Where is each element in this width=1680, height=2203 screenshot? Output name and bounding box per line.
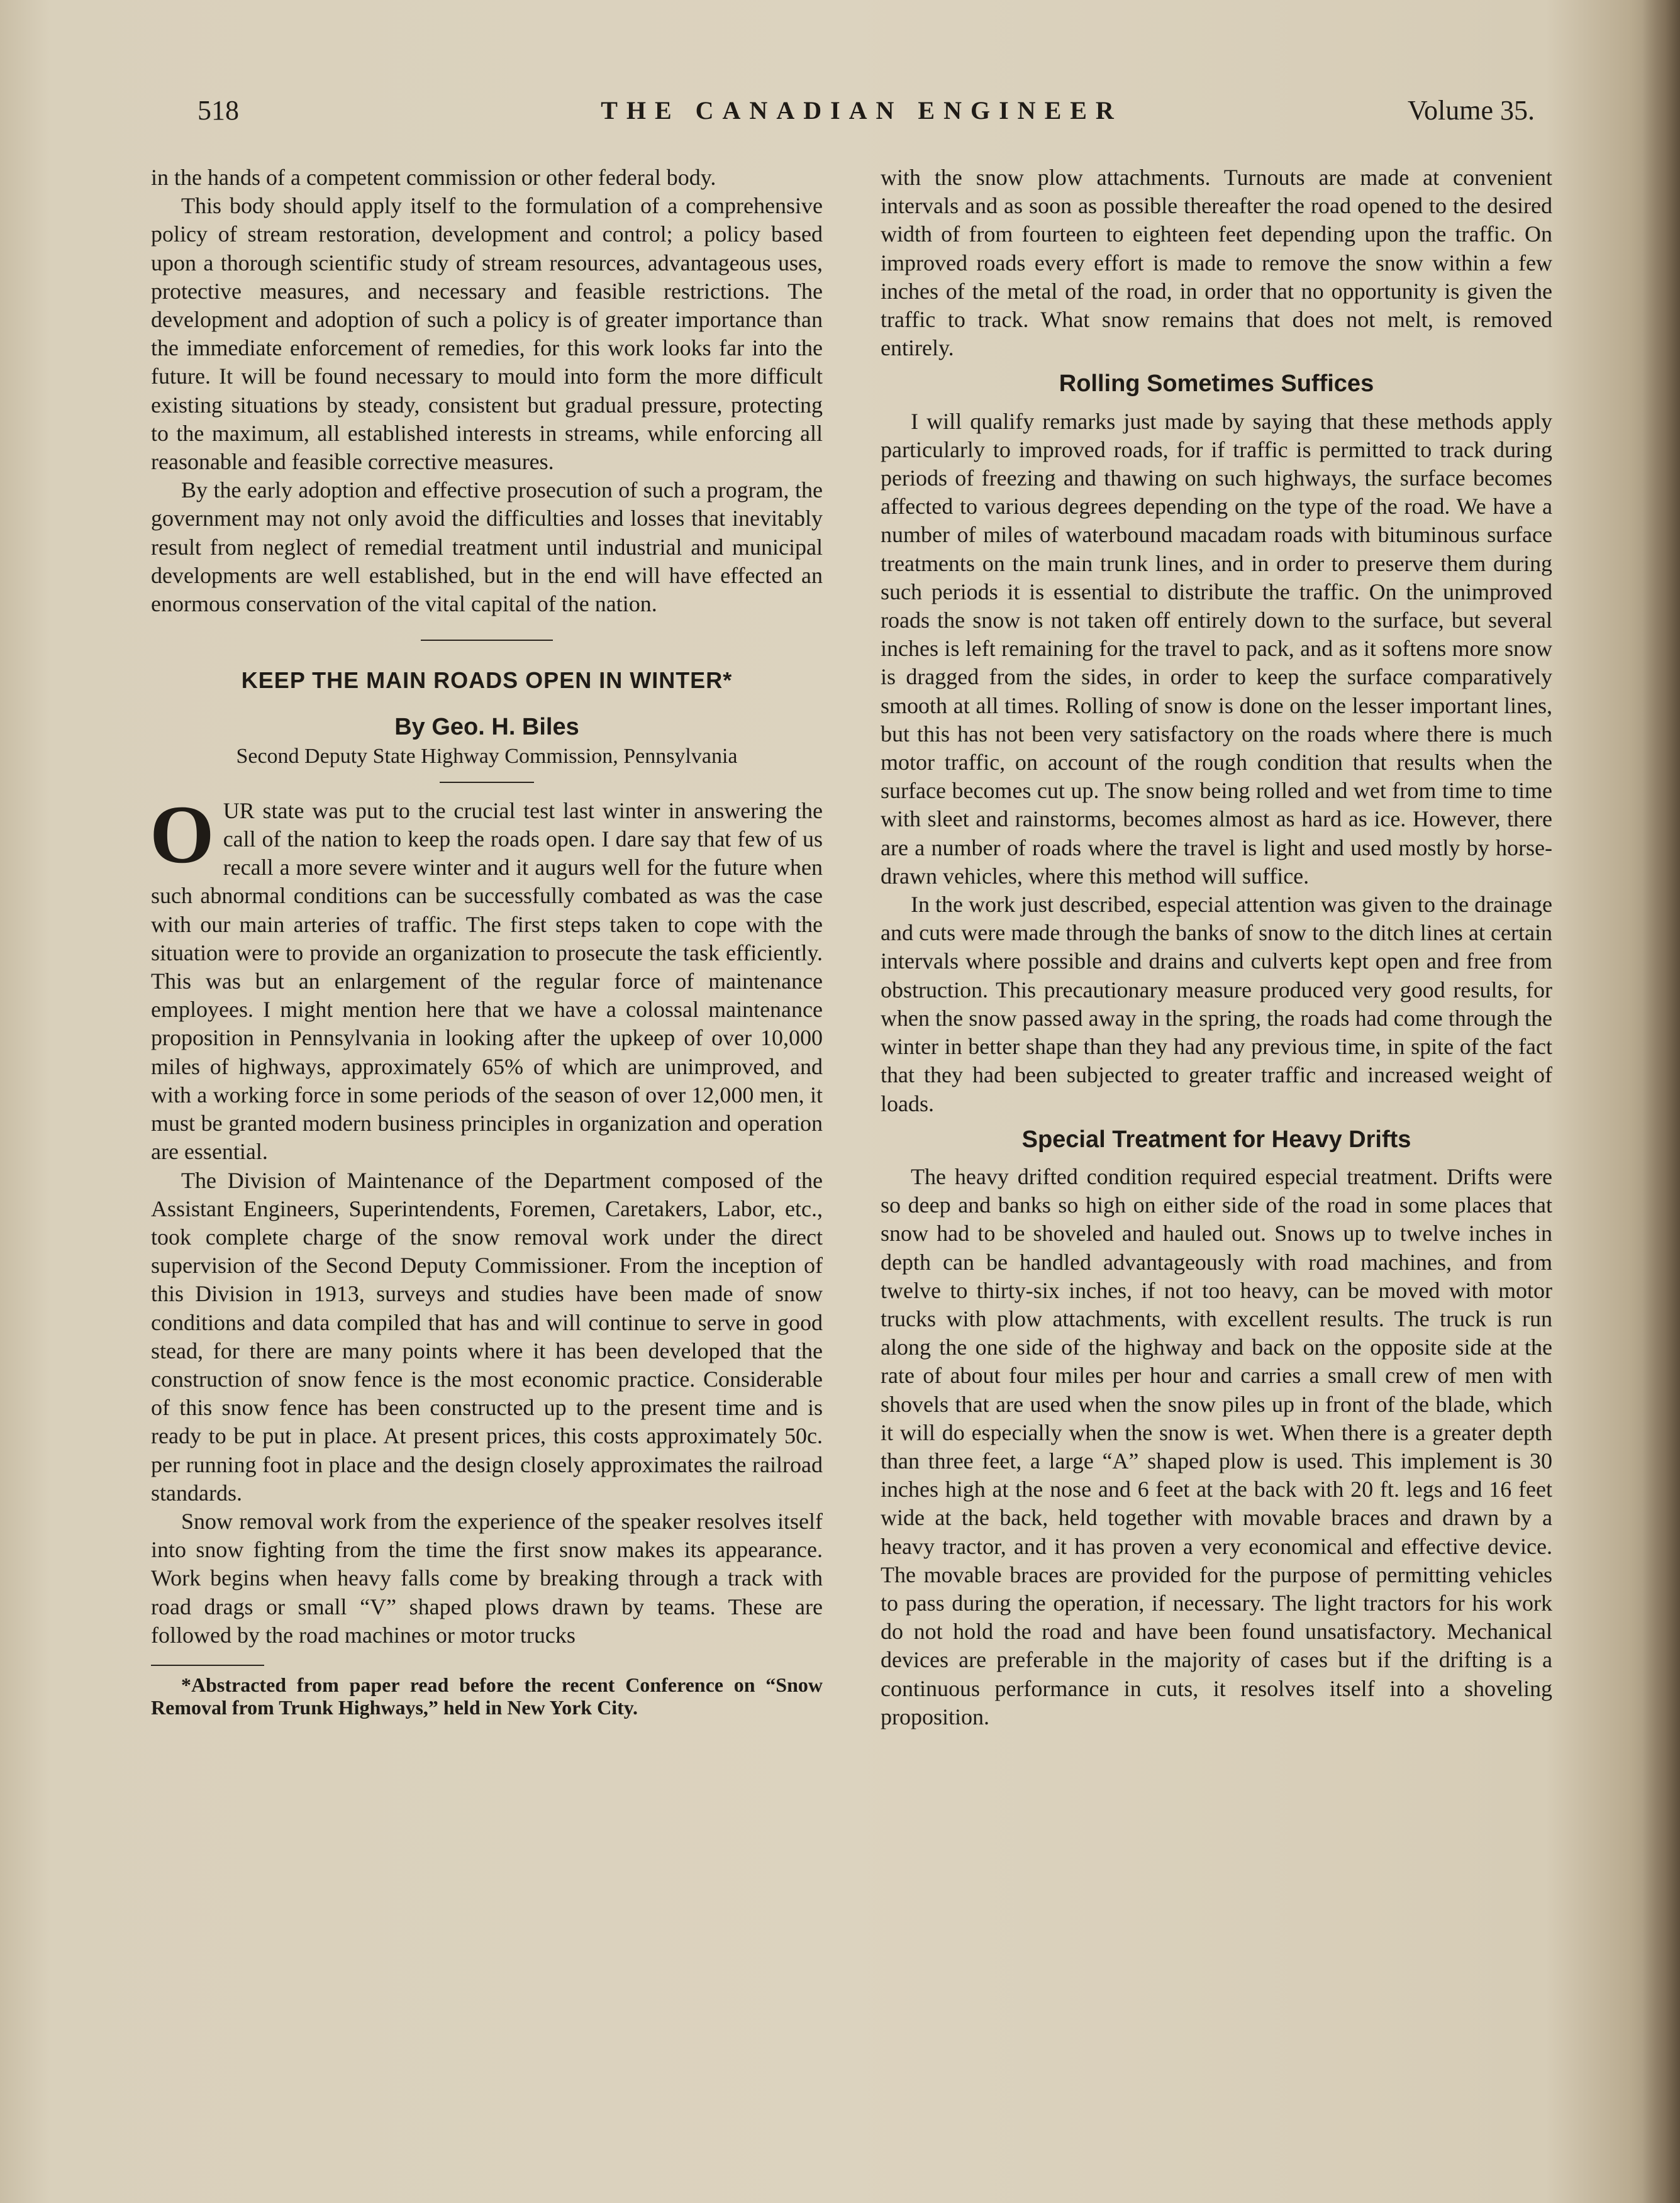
section-heading: Rolling Sometimes Suffices — [1059, 370, 1374, 397]
page-number: 518 — [197, 95, 239, 126]
page-edge-shadow — [1642, 0, 1680, 2203]
author-affiliation: Second Deputy State Highway Commission, Pennsylvania — [236, 744, 738, 768]
section-heading: Special Treatment for Heavy Drifts — [1021, 1126, 1411, 1153]
article-title: KEEP THE MAIN ROADS OPEN IN WINTER* — [241, 667, 733, 694]
paragraph: Snow removal work from the experience of the speaker resolves itself into snow fighting from the time the first snow makes its appearance. Work begins when heavy falls come by breaking through a track with road drags or small “V” shaped plows drawn by teams. These are followed by the road machines or motor trucks — [151, 1508, 823, 1648]
journal-title: THE CANADIAN ENGINEER — [601, 96, 1123, 125]
volume-label: Volume 35. — [1407, 95, 1535, 126]
paragraph: I will qualify remarks just made by saying that these methods apply particularly to improved roads, for if traffic is permitted to track during periods of freezing and thawing on such highways, the surface becomes affected to various degrees depending on the type of the road. We have a number of miles of waterbound macadam roads with bituminous surface treatments on the main trunk lines, and in order to preserve them during such periods it is essential to distribute the traffic. On the unimproved roads the snow is not taken off entirely down to the surface, but several inches is left remaining for the travel to pack, and as it softens more snow is dragged from the sides, in order to keep the surface comparatively smooth at all times. Rolling of snow is done on the lesser important lines, but this has not been very satisfactory on the roads where there is much motor traffic, on account of the rough condition that results when the surface becomes cut up. The snow being rolled and wet from time to time with sleet and rainstorms, becomes almost as hard as ice. However, there are a number of roads where the travel is light and used mostly by horse-drawn vehicles, where this method will suffice. — [881, 408, 1552, 889]
paragraph: The heavy drifted condition required especial treatment. Drifts were so deep and banks so high on either side of the road in some places that snow had to be shoveled and hauled out. Snows up to twelve inches in depth can be handled advantageously with road machines, and from twelve to thirty-six inches, if not too heavy, can be moved with motor trucks with plow attachments, with excellent results. The truck is run along the one side of the highway and back on the opposite side at the rate of about four miles per hour and carries a small crew of men with shovels that are used when the snow piles up in front of the blade, which it will do especially when the snow is wet. When there is a greater depth than three feet, a large “A” shaped plow is used. This implement is 30 inches high at the nose and 6 feet at the back with 20 ft. legs and 16 feet wide at the back, held together with movable braces and drawn by a heavy tractor, and it has proven a very economical and effective device. The movable braces are provided for the purpose of permitting vehicles to pass during the operation, if necessary. The light tractors for his work do not hold the road and have been found unsatisfactory. Mechanical devices are preferable in the majority of cases but if the drifting is a continuous performance in cuts, it resolves itself into a shoveling proposition. — [881, 1163, 1552, 1729]
section-divider — [421, 640, 553, 641]
author-byline: By Geo. H. Biles — [394, 714, 579, 741]
byline-divider — [440, 782, 534, 783]
paragraph: in the hands of a competent commission or other federal body. — [151, 165, 716, 190]
left-column — [151, 164, 823, 1719]
opening-paragraph-text: UR state was put to the crucial test last winter in answering the call of the nation to keep the roads open. I dare say that few of us recall a more severe winter and it augurs well for the future when such abnormal conditions can be successfully combated as was the case with our main arteries of traffic. The first steps taken to cope with the situation were to provide an organization to prosecute the task efficiently. This was but an enlargement of the regular force of maintenance employees. I might mention here that we have a colossal maintenance proposition in Pennsylvania in looking after the upkeep of over 10,000 miles of highways, approximately 65% of which are unimproved, and with a working force in some periods of the season of over 12,000 men, it must be granted modern business principles in organization and operation are essential. — [151, 797, 823, 1165]
drop-cap: O — [150, 787, 214, 880]
paragraph: with the snow plow attachments. Turnouts are made at convenient intervals and as soon as possible thereafter the road opened to the desired width of from fourteen to eighteen feet depending upon the traffic. On improved roads every effort is made to remove the snow within a few inches of the metal of the road, in order that no opportunity is given the traffic to track. What snow remains that does not melt, is removed entirely. — [881, 165, 1552, 361]
footnote — [151, 1673, 823, 1719]
right-column — [881, 164, 1552, 1731]
footnote-divider — [151, 1665, 264, 1666]
page-header — [189, 88, 1535, 138]
opening-paragraph — [150, 787, 823, 1167]
paragraph: This body should apply itself to the formulation of a comprehensive policy of stream restoration, development and control; a policy based upon a thorough scientific study of stream resources, advantageous uses, protective measures, and necessary and feasible restrictions. The development and adoption of such a policy is of greater importance than the immediate enforcement of remedies, for this work looks far into the future. It will be found necessary to mould into form the more difficult existing situations by steady, consistent but gradual pressure, protecting to the maximum, all established interests in streams, while enforcing all reasonable and feasible corrective measures. — [151, 193, 823, 475]
footnote-text: *Abstracted from paper read before the recent Conference on “Snow Removal from Trunk Highways,” held in New York City. — [151, 1673, 823, 1719]
paragraph: The Division of Maintenance of the Department composed of the Assistant Engineers, Superintendents, Foremen, Caretakers, Labor, etc., took complete charge of the snow removal work under the direct supervision of the Second Deputy Commissioner. From the inception of this Division in 1913, surveys and studies have been made of snow conditions and data compiled that has and will continue to serve in good stead, for there are many points where it has been developed that the construction of snow fence is the most economic practice. Considerable of this snow fence has been constructed up to the present time and is ready to be put in place. At present prices, this costs approximately 50c. per running foot in place and the design closely approximates the railroad standards. — [151, 1167, 823, 1506]
paragraph: By the early adoption and effective prosecution of such a program, the government may not only avoid the difficulties and losses that inevitably result from neglect of remedial treatment until industrial and municipal developments are well established, but in the end will have effected an enormous conservation of the vital capital of the nation. — [151, 477, 823, 617]
paragraph: In the work just described, especial attention was given to the drainage and cuts were made through the banks of snow to the ditch lines at certain intervals where possible and drains and culverts kept open and free from obstruction. This precautionary measure produced very good results, for when the snow passed away in the spring, the roads had come through the winter in better shape than they had any previous time, in spite of the fact that they had been subjected to greater traffic and increased weight of loads. — [881, 892, 1552, 1116]
